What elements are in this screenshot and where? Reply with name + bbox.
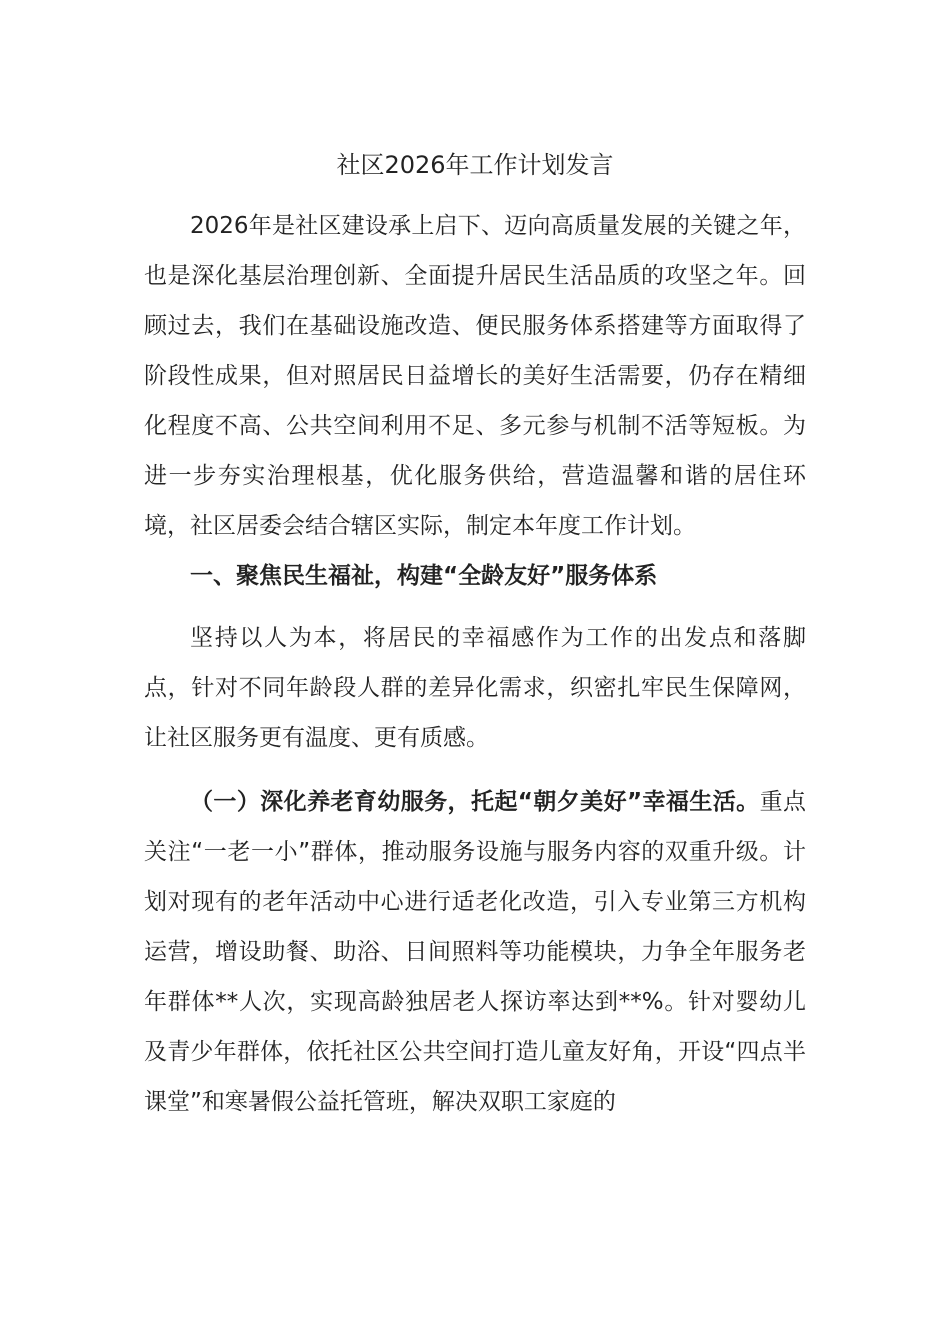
intro-paragraph: 2026年是社区建设承上启下、迈向高质量发展的关键之年，也是深化基层治理创新、全面提升居民生活品质的攻坚之年。回顾过去，我们在基础设施改造、便民服务体系搭建等方面取得了阶段性成果，但对照居民日益增长的美好生活需要，仍存在精细化程度不高、公共空间利用不足、多元参与机制不活等短板。为进一步夯实治理根基，优化服务供给，营造温馨和谐的居住环境，社区居委会结合辖区实际，制定本年度工作计划。 xyxy=(144,213,806,539)
section-1-paragraph: 坚持以人为本，将居民的幸福感作为工作的出发点和落脚点，针对不同年龄段人群的差异化需求，织密扎牢民生保障网，让社区服务更有温度、更有质感。 xyxy=(144,625,806,751)
subsection-1-lead: （一）深化养老育幼服务，托起“朝夕美好”幸福生活。 xyxy=(190,789,760,815)
subsection-1-paragraph xyxy=(144,777,806,1127)
subsection-1-body: 重点关注“一老一小”群体，推动服务设施与服务内容的双重升级。计划对现有的老年活动中心进行适老化改造，引入专业第三方机构运营，增设助餐、助浴、日间照料等功能模块，力争全年服务老年群体**人次，实现高龄独居老人探访率达到**%。针对婴幼儿及青少年群体，依托社区公共空间打造儿童友好角，开设“四点半课堂”和寒暑假公益托管班，解决双职工家庭的 xyxy=(144,789,807,1115)
document-body xyxy=(144,140,806,1127)
document-title: 社区2026年工作计划发言 xyxy=(336,151,614,179)
section-1-heading: 一、聚焦民生福祉，构建“全龄友好”服务体系 xyxy=(190,563,658,589)
